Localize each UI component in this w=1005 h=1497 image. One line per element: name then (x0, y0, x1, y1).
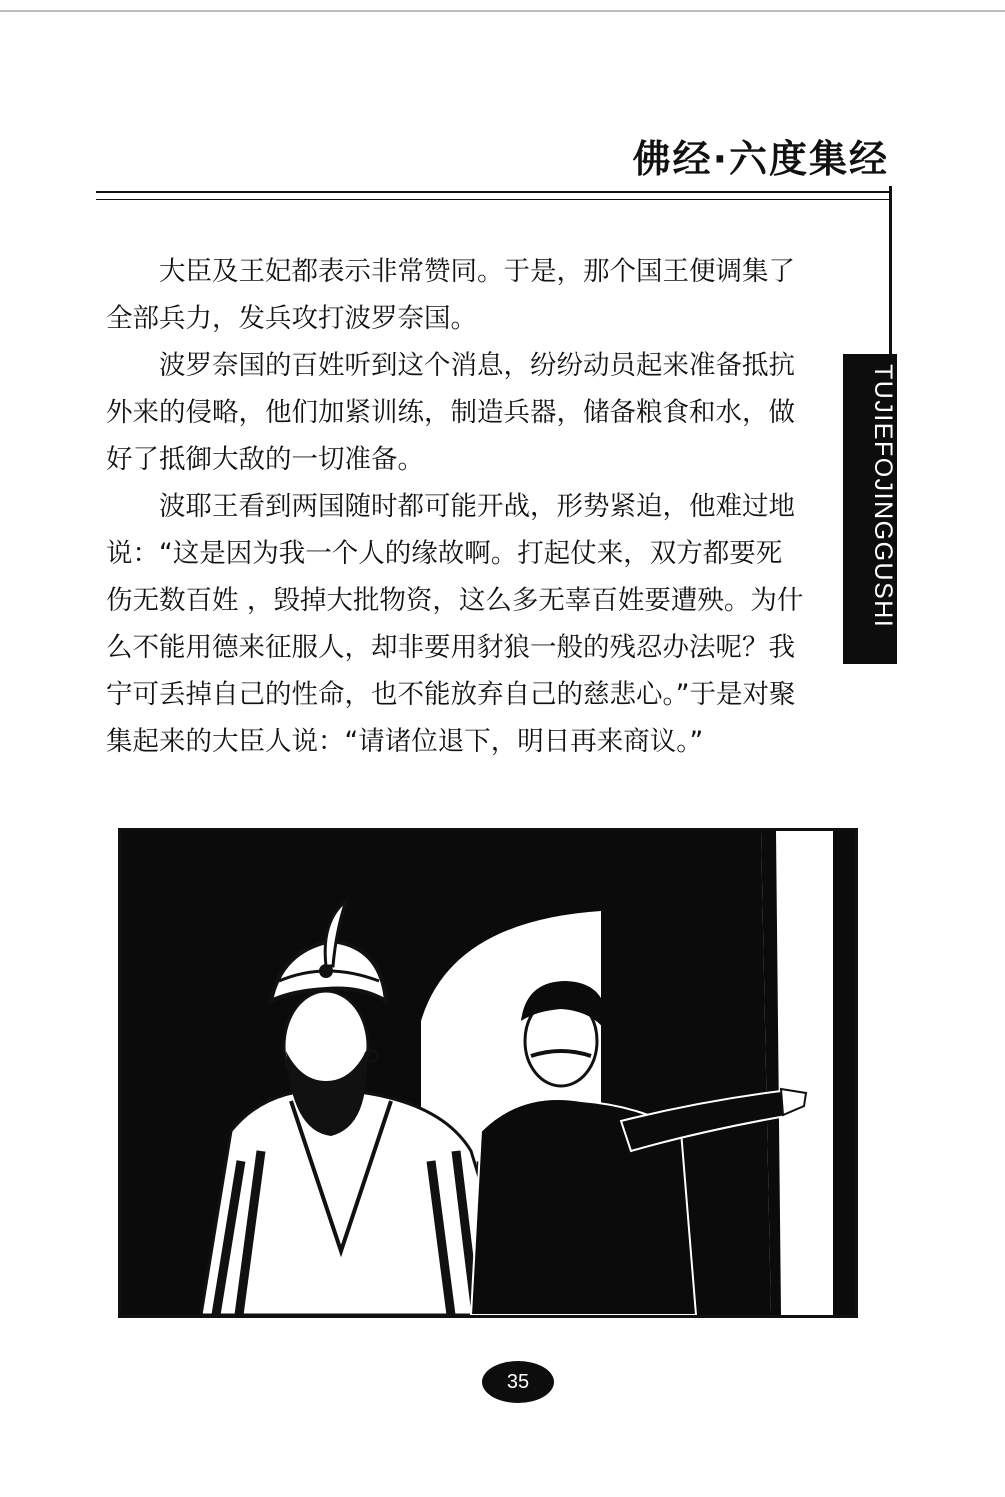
header-rule-thin (96, 199, 892, 200)
paragraph-1: 大臣及王妃都表示非常赞同。于是，那个国王便调集了全部兵力，发兵攻打波罗奈国。 (106, 256, 795, 334)
paragraph-3: 波耶王看到两国随时都可能开战，形势紧迫，他难过地说：“这是因为我一个人的缘故啊。打起仗来，双方都要死伤无数百姓 ，毁掉大批物资，这么多无辜百姓要遭殃。为什么不能用德来征服人，却非要用豺狼一般的残忍办法呢？我宁可丢掉自己的性命，也不能放弃自己的慈悲心。”于是对聚集起来的大臣人说：“请诸位退下，明日再来商议。” (106, 491, 804, 757)
page-header-title: 佛经·六度集经 (632, 137, 889, 181)
page-number-badge: 35 (482, 1361, 554, 1403)
illustration-king-and-minister (118, 828, 858, 1318)
illustration-drawing (121, 831, 855, 1315)
body-text (106, 248, 806, 765)
paragraph-2: 波罗奈国的百姓听到这个消息，纷纷动员起来准备抵抗外来的侵略，他们加紧训练，制造兵器，储备粮食和水，做好了抵御大敌的一切准备。 (106, 350, 795, 475)
header-rule (96, 191, 892, 193)
side-tab-label: TUJIEFOJINGGUSHI (869, 364, 897, 629)
top-scan-rule (0, 10, 1005, 12)
header-vertical-rule (889, 186, 892, 354)
